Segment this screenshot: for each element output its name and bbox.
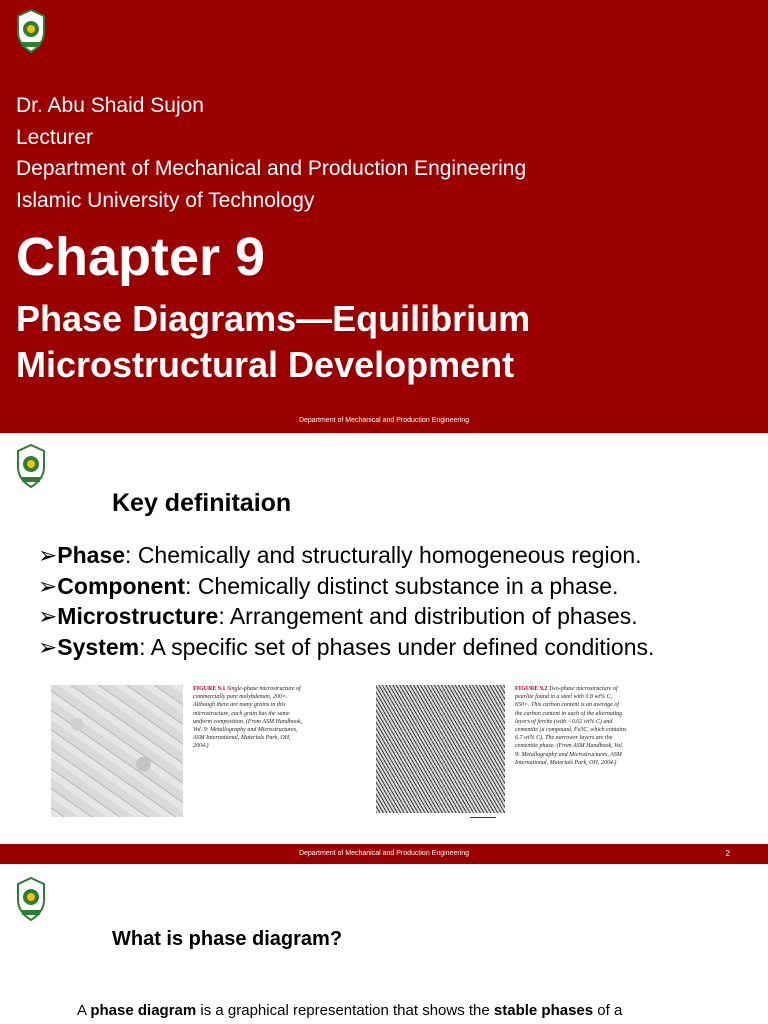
university-logo-icon: [14, 443, 48, 489]
definition-item: ➢Phase: Chemically and structurally homogeneous region.: [38, 542, 642, 568]
para-term: phase diagram: [90, 1002, 197, 1019]
figure-caption-text: Two-phase microstructure of pearlite found in a steel with 0.8 wt% C, 650×. This carbon content is an average of the carbon content in each of the alternating layers of ferrite (with <0.02 wt% C) and cementite (a compound, Fe3C, which contains 6.7 wt% C). The narrower layers are the cementite phase. (From ASM Handbook, Vol. 9: Metallography and Microstructures, ASM International, Materials Park, OH, 2004.): [515, 686, 627, 766]
subtitle-line-1: Phase Diagrams—Equilibrium: [16, 298, 531, 339]
definition-text: : Chemically and structurally homogeneous region.: [125, 542, 642, 568]
para-text: is a graphical representation that shows the: [196, 1002, 494, 1019]
micrograph-pearlite-image: [376, 685, 505, 813]
chapter-title: Chapter 9: [16, 227, 266, 287]
author-university: Islamic University of Technology: [16, 188, 315, 212]
definitions-slide: [0, 433, 768, 867]
subtitle-line-2: Microstructural Development: [16, 344, 515, 385]
scale-bar: [470, 817, 496, 818]
slide-heading: What is phase diagram?: [112, 928, 343, 950]
university-logo-icon: [14, 8, 48, 54]
figure-caption: [193, 685, 305, 751]
university-logo-icon: [14, 876, 48, 922]
page-number: 2: [725, 849, 730, 858]
footer-text: Department of Mechanical and Production Engineering: [298, 850, 470, 857]
author-department: Department of Mechanical and Production Engineering: [16, 157, 527, 180]
definition-paragraph: [77, 1000, 767, 1022]
micrograph-molybdenum-image: [51, 685, 183, 817]
author-info: [16, 90, 526, 216]
definition-term: Component: [57, 572, 186, 599]
figure-caption: [515, 685, 627, 767]
slide-footer: Department of Mechanical and Production Engineering: [298, 417, 470, 424]
definition-text: : Arrangement and distribution of phases.: [218, 603, 638, 629]
figure-caption-text: Single-phase microstructure of commercially pure molybdenum, 200×. Although there are many grains in this microstructure, each grain has the same uniform composition. (From ASM Handbook, Vol. 9: Metallography and Microstructures, ASM International, Materials Park, OH, 2004.): [193, 686, 302, 750]
chapter-subtitle: [16, 296, 530, 388]
definition-term: Microstructure: [57, 603, 219, 629]
definition-item: ➢Microstructure: Arrangement and distribution of phases.: [38, 603, 638, 629]
definition-item: ➢System: A specific set of phases under defined conditions.: [38, 633, 655, 660]
figure-label: FIGURE 9.2: [515, 686, 548, 692]
figure-label: FIGURE 9.1: [193, 686, 226, 692]
definition-text: : Chemically distinct substance in a phase.: [185, 572, 619, 599]
definition-item: ➢Component: Chemically distinct substance in a phase.: [38, 572, 619, 599]
definition-term: Phase: [57, 542, 126, 568]
para-text: A: [77, 1002, 91, 1019]
definition-list: [38, 540, 768, 662]
author-name: Dr. Abu Shaid Sujon: [16, 94, 204, 117]
definition-text: : A specific set of phases under defined conditions.: [139, 633, 655, 660]
author-role: Lecturer: [16, 125, 94, 149]
slide-footer: [0, 844, 768, 864]
title-slide: [0, 0, 768, 433]
definition-term: System: [57, 633, 140, 660]
para-term: stable phases: [493, 1002, 594, 1019]
slide-heading: Key definitaion: [112, 489, 292, 517]
phase-diagram-slide: [0, 867, 768, 1024]
para-text: of a: [593, 1002, 623, 1019]
